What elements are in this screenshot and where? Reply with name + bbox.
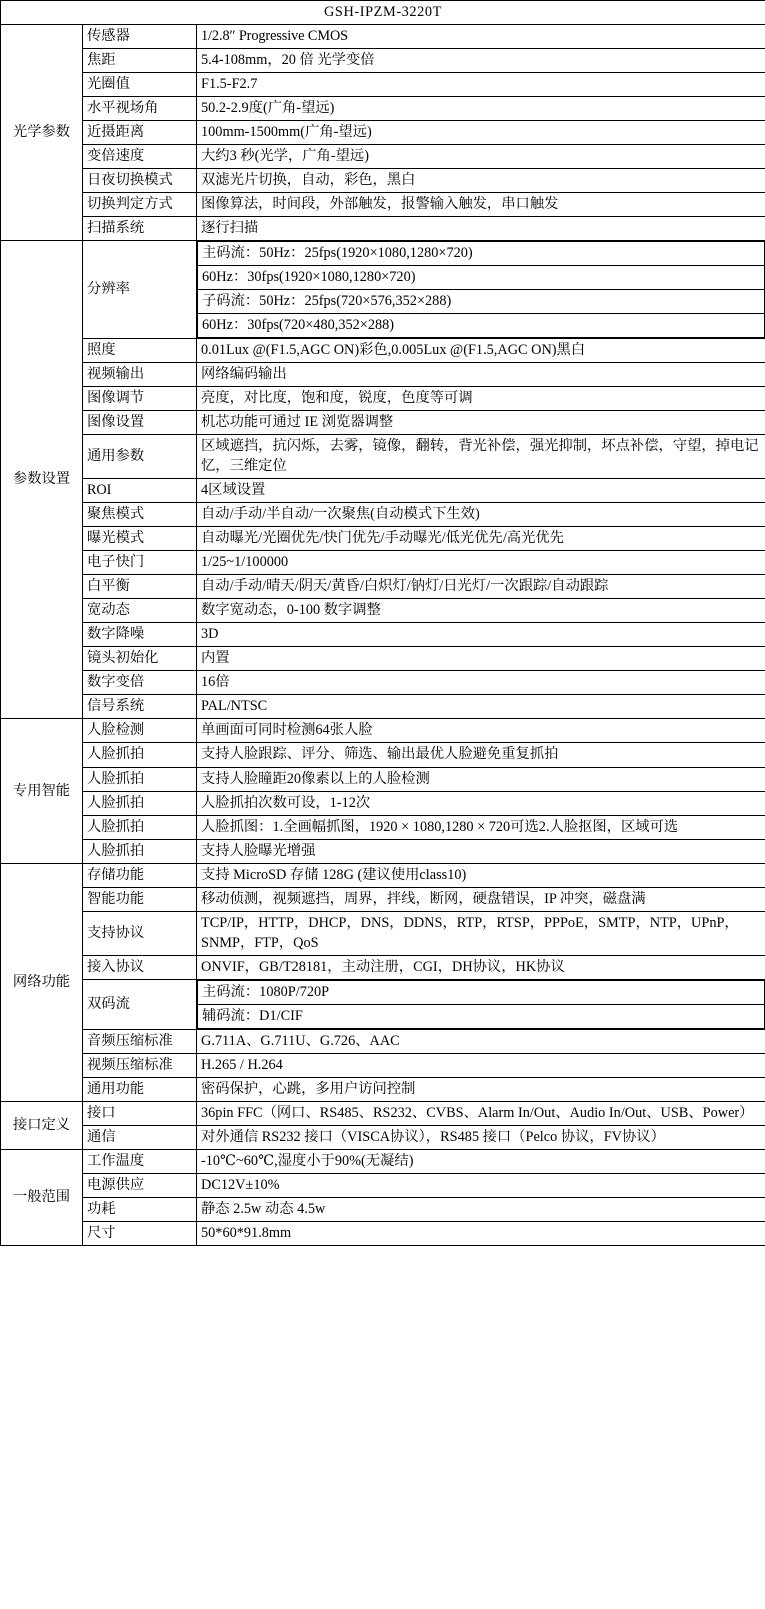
table-row	[1, 339, 765, 363]
row-value: 单画面可同时检测64张人脸	[197, 719, 765, 743]
group-label: 一般范围	[1, 1149, 83, 1245]
table-row	[1, 49, 765, 73]
table-row	[1, 527, 765, 551]
table-row	[1, 97, 765, 121]
row-label: 音频压缩标准	[83, 1029, 197, 1053]
table-row	[1, 623, 765, 647]
row-value: 100mm-1500mm(广角-望远)	[197, 121, 765, 145]
row-value: 图像算法，时间段，外部触发，报警输入触发，串口触发	[197, 193, 765, 217]
table-row	[1, 1101, 765, 1125]
row-value: 对外通信 RS232 接口（VISCA协议），RS485 接口（Pelco 协议，FV协议）	[197, 1125, 765, 1149]
row-value	[197, 241, 765, 339]
row-label: 镜头初始化	[83, 647, 197, 671]
row-value: ONVIF，GB/T28181，主动注册，CGI，DH协议，HK协议	[197, 955, 765, 979]
row-value: DC12V±10%	[197, 1173, 765, 1197]
table-row	[1, 911, 765, 955]
sub-value-text: 辅码流：D1/CIF	[198, 1004, 765, 1028]
row-label: 人脸抓拍	[83, 815, 197, 839]
table-row	[1, 387, 765, 411]
table-row	[1, 25, 765, 49]
table-row	[1, 241, 765, 339]
row-label: 切换判定方式	[83, 193, 197, 217]
row-value: 4区域设置	[197, 479, 765, 503]
table-row	[1, 411, 765, 435]
table-row	[1, 145, 765, 169]
table-row	[1, 1029, 765, 1053]
table-row	[1, 767, 765, 791]
row-label: 日夜切换模式	[83, 169, 197, 193]
row-value: 自动/手动/半自动/一次聚焦(自动模式下生效)	[197, 503, 765, 527]
table-row	[1, 169, 765, 193]
table-row	[1, 695, 765, 719]
table-row	[1, 719, 765, 743]
row-value: 支持人脸曝光增强	[197, 839, 765, 863]
row-label: 视频输出	[83, 363, 197, 387]
table-row	[1, 121, 765, 145]
sub-value-row	[198, 314, 765, 338]
table-row	[1, 363, 765, 387]
row-value: H.265 / H.264	[197, 1053, 765, 1077]
spec-table-body	[1, 1, 765, 1246]
row-label: 电子快门	[83, 551, 197, 575]
table-row	[1, 1221, 765, 1245]
row-value: 自动曝光/光圈优先/快门优先/手动曝光/低光优先/高光优先	[197, 527, 765, 551]
row-value: 50*60*91.8mm	[197, 1221, 765, 1245]
row-label: 传感器	[83, 25, 197, 49]
sub-value-row	[198, 1004, 765, 1028]
row-label: ROI	[83, 479, 197, 503]
table-row	[1, 791, 765, 815]
table-row	[1, 1197, 765, 1221]
row-label: 照度	[83, 339, 197, 363]
table-row	[1, 979, 765, 1029]
table-row	[1, 193, 765, 217]
row-value: 密码保护，心跳，多用户访问控制	[197, 1077, 765, 1101]
row-value: 移动侦测，视频遮挡，周界，拌线，断网，硬盘错误，IP 冲突，磁盘满	[197, 887, 765, 911]
row-label: 工作温度	[83, 1149, 197, 1173]
row-label: 智能功能	[83, 887, 197, 911]
table-row	[1, 839, 765, 863]
row-value: 自动/手动/晴天/阴天/黄昏/白炽灯/钠灯/日光灯/一次跟踪/自动跟踪	[197, 575, 765, 599]
row-label: 数字变倍	[83, 671, 197, 695]
page-title: GSH-IPZM-3220T	[1, 1, 765, 25]
table-row	[1, 1053, 765, 1077]
table-row	[1, 863, 765, 887]
row-label: 光圈值	[83, 73, 197, 97]
row-value: 5.4-108mm，20 倍 光学变倍	[197, 49, 765, 73]
table-row	[1, 435, 765, 479]
row-value: 内置	[197, 647, 765, 671]
row-value: TCP/IP，HTTP，DHCP，DNS，DDNS，RTP，RTSP，PPPoE，SMTP，NTP，UPnP，SNMP，FTP，QoS	[197, 911, 765, 955]
row-label: 数字降噪	[83, 623, 197, 647]
row-value: 支持 MicroSD 存储 128G (建议使用class10)	[197, 863, 765, 887]
table-row	[1, 887, 765, 911]
row-value: 区域遮挡，抗闪烁，去雾，镜像，翻转，背光补偿，强光抑制，坏点补偿，守望，掉电记忆，三维定位	[197, 435, 765, 479]
row-value: 50.2-2.9度(广角-望远)	[197, 97, 765, 121]
row-label: 人脸抓拍	[83, 839, 197, 863]
row-label: 图像调节	[83, 387, 197, 411]
table-row	[1, 955, 765, 979]
table-row	[1, 217, 765, 241]
group-label: 专用智能	[1, 719, 83, 863]
table-row	[1, 1173, 765, 1197]
row-label: 白平衡	[83, 575, 197, 599]
group-label: 接口定义	[1, 1101, 83, 1149]
row-label: 人脸抓拍	[83, 791, 197, 815]
row-label: 扫描系统	[83, 217, 197, 241]
row-label: 图像设置	[83, 411, 197, 435]
row-value: 大约3 秒(光学，广角-望远)	[197, 145, 765, 169]
row-label: 尺寸	[83, 1221, 197, 1245]
row-label: 变倍速度	[83, 145, 197, 169]
row-value: 静态 2.5w 动态 4.5w	[197, 1197, 765, 1221]
row-label: 接口	[83, 1101, 197, 1125]
sub-value-text: 主码流：50Hz：25fps(1920×1080,1280×720)	[198, 242, 765, 266]
row-value: -10℃~60℃,湿度小于90%(无凝结)	[197, 1149, 765, 1173]
row-label: 存储功能	[83, 863, 197, 887]
row-value: 36pin FFC（网口、RS485、RS232、CVBS、Alarm In/Out、Audio In/Out、USB、Power）	[197, 1101, 765, 1125]
table-row	[1, 671, 765, 695]
row-label: 接入协议	[83, 955, 197, 979]
row-label: 焦距	[83, 49, 197, 73]
sub-value-row	[198, 242, 765, 266]
row-label: 信号系统	[83, 695, 197, 719]
row-label: 人脸抓拍	[83, 767, 197, 791]
row-value: PAL/NTSC	[197, 695, 765, 719]
row-value: 亮度，对比度，饱和度，锐度，色度等可调	[197, 387, 765, 411]
row-value: 0.01Lux @(F1.5,AGC ON)彩色,0.005Lux @(F1.5,AGC ON)黑白	[197, 339, 765, 363]
title-row	[1, 1, 765, 25]
row-label: 视频压缩标准	[83, 1053, 197, 1077]
row-label: 通用参数	[83, 435, 197, 479]
group-label: 网络功能	[1, 863, 83, 1101]
row-label: 近摄距离	[83, 121, 197, 145]
sub-value-row	[198, 980, 765, 1004]
table-row	[1, 815, 765, 839]
row-value: 双滤光片切换，自动，彩色，黑白	[197, 169, 765, 193]
row-value: 支持人脸瞳距20像素以上的人脸检测	[197, 767, 765, 791]
row-label: 宽动态	[83, 599, 197, 623]
row-value: 人脸抓图：1.全画幅抓图，1920 × 1080,1280 × 720可选2.人脸抠图，区域可选	[197, 815, 765, 839]
row-value: 1/25~1/100000	[197, 551, 765, 575]
row-label: 分辨率	[83, 241, 197, 339]
row-label: 支持协议	[83, 911, 197, 955]
row-value: 数字宽动态，0-100 数字调整	[197, 599, 765, 623]
table-row	[1, 1077, 765, 1101]
sub-value-table	[197, 241, 765, 338]
row-value: G.711A、G.711U、G.726、AAC	[197, 1029, 765, 1053]
row-label: 水平视场角	[83, 97, 197, 121]
sub-value-text: 主码流：1080P/720P	[198, 980, 765, 1004]
row-label: 通信	[83, 1125, 197, 1149]
row-label: 电源供应	[83, 1173, 197, 1197]
row-value: 人脸抓拍次数可设，1-12次	[197, 791, 765, 815]
row-value: 逐行扫描	[197, 217, 765, 241]
row-value: 支持人脸跟踪、评分、筛选、输出最优人脸避免重复抓拍	[197, 743, 765, 767]
sub-value-text: 60Hz：30fps(1920×1080,1280×720)	[198, 266, 765, 290]
table-row	[1, 743, 765, 767]
table-row	[1, 551, 765, 575]
table-row	[1, 73, 765, 97]
table-row	[1, 599, 765, 623]
sub-value-row	[198, 266, 765, 290]
row-label: 人脸抓拍	[83, 743, 197, 767]
sub-value-table	[197, 980, 765, 1029]
sub-value-text: 60Hz：30fps(720×480,352×288)	[198, 314, 765, 338]
sub-value-text: 子码流：50Hz：25fps(720×576,352×288)	[198, 290, 765, 314]
row-label: 聚焦模式	[83, 503, 197, 527]
table-row	[1, 1149, 765, 1173]
row-value: 机芯功能可通过 IE 浏览器调整	[197, 411, 765, 435]
group-label: 参数设置	[1, 241, 83, 719]
row-label: 人脸检测	[83, 719, 197, 743]
table-row	[1, 1125, 765, 1149]
row-label: 曝光模式	[83, 527, 197, 551]
row-label: 双码流	[83, 979, 197, 1029]
table-row	[1, 479, 765, 503]
table-row	[1, 575, 765, 599]
row-value: 1/2.8″ Progressive CMOS	[197, 25, 765, 49]
sub-value-row	[198, 290, 765, 314]
row-label: 通用功能	[83, 1077, 197, 1101]
row-value: 3D	[197, 623, 765, 647]
table-row	[1, 647, 765, 671]
row-value: 网络编码输出	[197, 363, 765, 387]
row-value	[197, 979, 765, 1029]
row-value: 16倍	[197, 671, 765, 695]
row-value: F1.5-F2.7	[197, 73, 765, 97]
group-label: 光学参数	[1, 25, 83, 241]
table-row	[1, 503, 765, 527]
row-label: 功耗	[83, 1197, 197, 1221]
